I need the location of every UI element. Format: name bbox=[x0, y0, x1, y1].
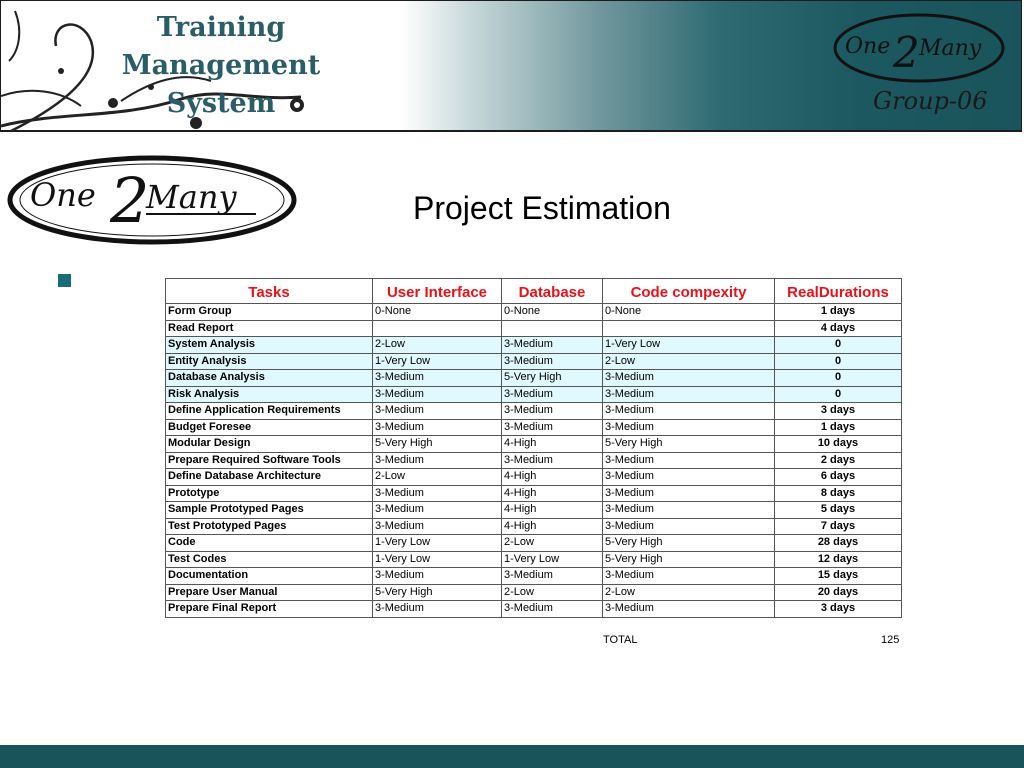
real-duration-cell: 3 days bbox=[775, 403, 902, 420]
header-tasks: Tasks bbox=[166, 279, 373, 304]
code-complexity-cell: 3-Medium bbox=[603, 568, 775, 585]
user-interface-cell: 3-Medium bbox=[373, 485, 502, 502]
database-cell: 4-High bbox=[502, 518, 603, 535]
real-duration-cell: 0 bbox=[775, 353, 902, 370]
user-interface-cell bbox=[373, 320, 502, 337]
user-interface-cell: 3-Medium bbox=[373, 568, 502, 585]
estimation-table bbox=[165, 278, 902, 618]
real-duration-cell: 1 days bbox=[775, 419, 902, 436]
table-row bbox=[166, 370, 902, 387]
task-cell: Test Prototyped Pages bbox=[166, 518, 373, 535]
user-interface-cell: 0-None bbox=[373, 304, 502, 321]
task-cell: Database Analysis bbox=[166, 370, 373, 387]
real-duration-cell: 2 days bbox=[775, 452, 902, 469]
one2many-logo bbox=[6, 152, 298, 248]
task-cell: Modular Design bbox=[166, 436, 373, 453]
code-complexity-cell: 3-Medium bbox=[603, 419, 775, 436]
total-label: TOTAL bbox=[603, 634, 638, 646]
table-row bbox=[166, 601, 902, 618]
database-cell: 4-High bbox=[502, 502, 603, 519]
real-duration-cell: 3 days bbox=[775, 601, 902, 618]
database-cell: 5-Very High bbox=[502, 370, 603, 387]
table-row bbox=[166, 469, 902, 486]
header-real-durations: RealDurations bbox=[775, 279, 902, 304]
table-row bbox=[166, 304, 902, 321]
table-row bbox=[166, 452, 902, 469]
code-complexity-cell: 2-Low bbox=[603, 584, 775, 601]
database-cell: 3-Medium bbox=[502, 601, 603, 618]
code-complexity-cell: 3-Medium bbox=[603, 403, 775, 420]
code-complexity-cell bbox=[603, 320, 775, 337]
task-cell: Define Database Architecture bbox=[166, 469, 373, 486]
logo-one-text: One bbox=[30, 176, 96, 214]
table-row bbox=[166, 518, 902, 535]
code-complexity-cell: 0-None bbox=[603, 304, 775, 321]
database-cell: 2-Low bbox=[502, 535, 603, 552]
database-cell: 3-Medium bbox=[502, 419, 603, 436]
task-cell: Read Report bbox=[166, 320, 373, 337]
database-cell: 3-Medium bbox=[502, 386, 603, 403]
real-duration-cell: 10 days bbox=[775, 436, 902, 453]
logo-many-text: Many bbox=[146, 178, 237, 216]
real-duration-cell: 28 days bbox=[775, 535, 902, 552]
user-interface-cell: 1-Very Low bbox=[373, 353, 502, 370]
banner-title bbox=[61, 9, 381, 123]
database-cell: 3-Medium bbox=[502, 337, 603, 354]
code-complexity-cell: 3-Medium bbox=[603, 518, 775, 535]
database-cell: 0-None bbox=[502, 304, 603, 321]
real-duration-cell: 12 days bbox=[775, 551, 902, 568]
code-complexity-cell: 3-Medium bbox=[603, 485, 775, 502]
task-cell: Form Group bbox=[166, 304, 373, 321]
real-duration-cell: 0 bbox=[775, 337, 902, 354]
real-duration-cell: 8 days bbox=[775, 485, 902, 502]
database-cell: 3-Medium bbox=[502, 403, 603, 420]
real-duration-cell: 0 bbox=[775, 386, 902, 403]
real-duration-cell: 5 days bbox=[775, 502, 902, 519]
header-banner bbox=[0, 0, 1022, 132]
code-complexity-cell: 5-Very High bbox=[603, 551, 775, 568]
task-cell: Code bbox=[166, 535, 373, 552]
task-cell: System Analysis bbox=[166, 337, 373, 354]
task-cell: Entity Analysis bbox=[166, 353, 373, 370]
code-complexity-cell: 3-Medium bbox=[603, 502, 775, 519]
svg-text:2: 2 bbox=[893, 28, 920, 77]
banner-title-line1: Training Management bbox=[121, 12, 321, 81]
task-cell: Prepare Required Software Tools bbox=[166, 452, 373, 469]
header-user-interface: User Interface bbox=[373, 279, 502, 304]
user-interface-cell: 3-Medium bbox=[373, 386, 502, 403]
code-complexity-cell: 3-Medium bbox=[603, 469, 775, 486]
total-value: 125 bbox=[881, 634, 900, 646]
code-complexity-cell: 3-Medium bbox=[603, 452, 775, 469]
code-complexity-cell: 5-Very High bbox=[603, 436, 775, 453]
database-cell: 1-Very Low bbox=[502, 551, 603, 568]
database-cell: 2-Low bbox=[502, 584, 603, 601]
group-label: Group-06 bbox=[873, 87, 988, 115]
task-cell: Prepare User Manual bbox=[166, 584, 373, 601]
user-interface-cell: 3-Medium bbox=[373, 502, 502, 519]
table-row bbox=[166, 535, 902, 552]
database-cell: 4-High bbox=[502, 485, 603, 502]
svg-text:2: 2 bbox=[110, 164, 150, 237]
real-duration-cell: 15 days bbox=[775, 568, 902, 585]
database-cell: 4-High bbox=[502, 436, 603, 453]
real-duration-cell: 6 days bbox=[775, 469, 902, 486]
table-row bbox=[166, 403, 902, 420]
task-cell: Budget Foresee bbox=[166, 419, 373, 436]
task-cell: Test Codes bbox=[166, 551, 373, 568]
table-row bbox=[166, 320, 902, 337]
user-interface-cell: 3-Medium bbox=[373, 419, 502, 436]
user-interface-cell: 5-Very High bbox=[373, 436, 502, 453]
user-interface-cell: 3-Medium bbox=[373, 452, 502, 469]
user-interface-cell: 1-Very Low bbox=[373, 535, 502, 552]
real-duration-cell: 20 days bbox=[775, 584, 902, 601]
banner-logo-one-text: One bbox=[845, 34, 891, 59]
table-row bbox=[166, 436, 902, 453]
header-code-complexity: Code compexity bbox=[603, 279, 775, 304]
table-row bbox=[166, 485, 902, 502]
user-interface-cell: 2-Low bbox=[373, 337, 502, 354]
table-row bbox=[166, 386, 902, 403]
table-row bbox=[166, 551, 902, 568]
footer-bar bbox=[0, 745, 1024, 768]
banner-one2many-logo bbox=[831, 11, 1007, 85]
database-cell: 3-Medium bbox=[502, 353, 603, 370]
header-database: Database bbox=[502, 279, 603, 304]
task-cell: Prepare Final Report bbox=[166, 601, 373, 618]
table-row bbox=[166, 502, 902, 519]
table-row bbox=[166, 419, 902, 436]
user-interface-cell: 2-Low bbox=[373, 469, 502, 486]
table-row bbox=[166, 353, 902, 370]
database-cell: 4-High bbox=[502, 469, 603, 486]
user-interface-cell: 3-Medium bbox=[373, 601, 502, 618]
code-complexity-cell: 3-Medium bbox=[603, 386, 775, 403]
real-duration-cell: 0 bbox=[775, 370, 902, 387]
user-interface-cell: 3-Medium bbox=[373, 403, 502, 420]
slide-title: Project Estimation bbox=[413, 190, 671, 226]
table-row bbox=[166, 568, 902, 585]
table-header-row bbox=[166, 279, 902, 304]
code-complexity-cell: 2-Low bbox=[603, 353, 775, 370]
user-interface-cell: 3-Medium bbox=[373, 518, 502, 535]
banner-logo-many-text: Many bbox=[919, 36, 982, 61]
task-cell: Prototype bbox=[166, 485, 373, 502]
database-cell: 3-Medium bbox=[502, 452, 603, 469]
task-cell: Define Application Requirements bbox=[166, 403, 373, 420]
code-complexity-cell: 3-Medium bbox=[603, 370, 775, 387]
code-complexity-cell: 3-Medium bbox=[603, 601, 775, 618]
user-interface-cell: 1-Very Low bbox=[373, 551, 502, 568]
real-duration-cell: 7 days bbox=[775, 518, 902, 535]
table-row bbox=[166, 584, 902, 601]
user-interface-cell: 5-Very High bbox=[373, 584, 502, 601]
task-cell: Documentation bbox=[166, 568, 373, 585]
table-row bbox=[166, 337, 902, 354]
user-interface-cell: 3-Medium bbox=[373, 370, 502, 387]
database-cell: 3-Medium bbox=[502, 568, 603, 585]
database-cell bbox=[502, 320, 603, 337]
code-complexity-cell: 5-Very High bbox=[603, 535, 775, 552]
real-duration-cell: 1 days bbox=[775, 304, 902, 321]
task-cell: Risk Analysis bbox=[166, 386, 373, 403]
bullet-square-icon bbox=[58, 274, 71, 287]
code-complexity-cell: 1-Very Low bbox=[603, 337, 775, 354]
task-cell: Sample Prototyped Pages bbox=[166, 502, 373, 519]
real-duration-cell: 4 days bbox=[775, 320, 902, 337]
banner-title-line2: System bbox=[166, 88, 276, 119]
